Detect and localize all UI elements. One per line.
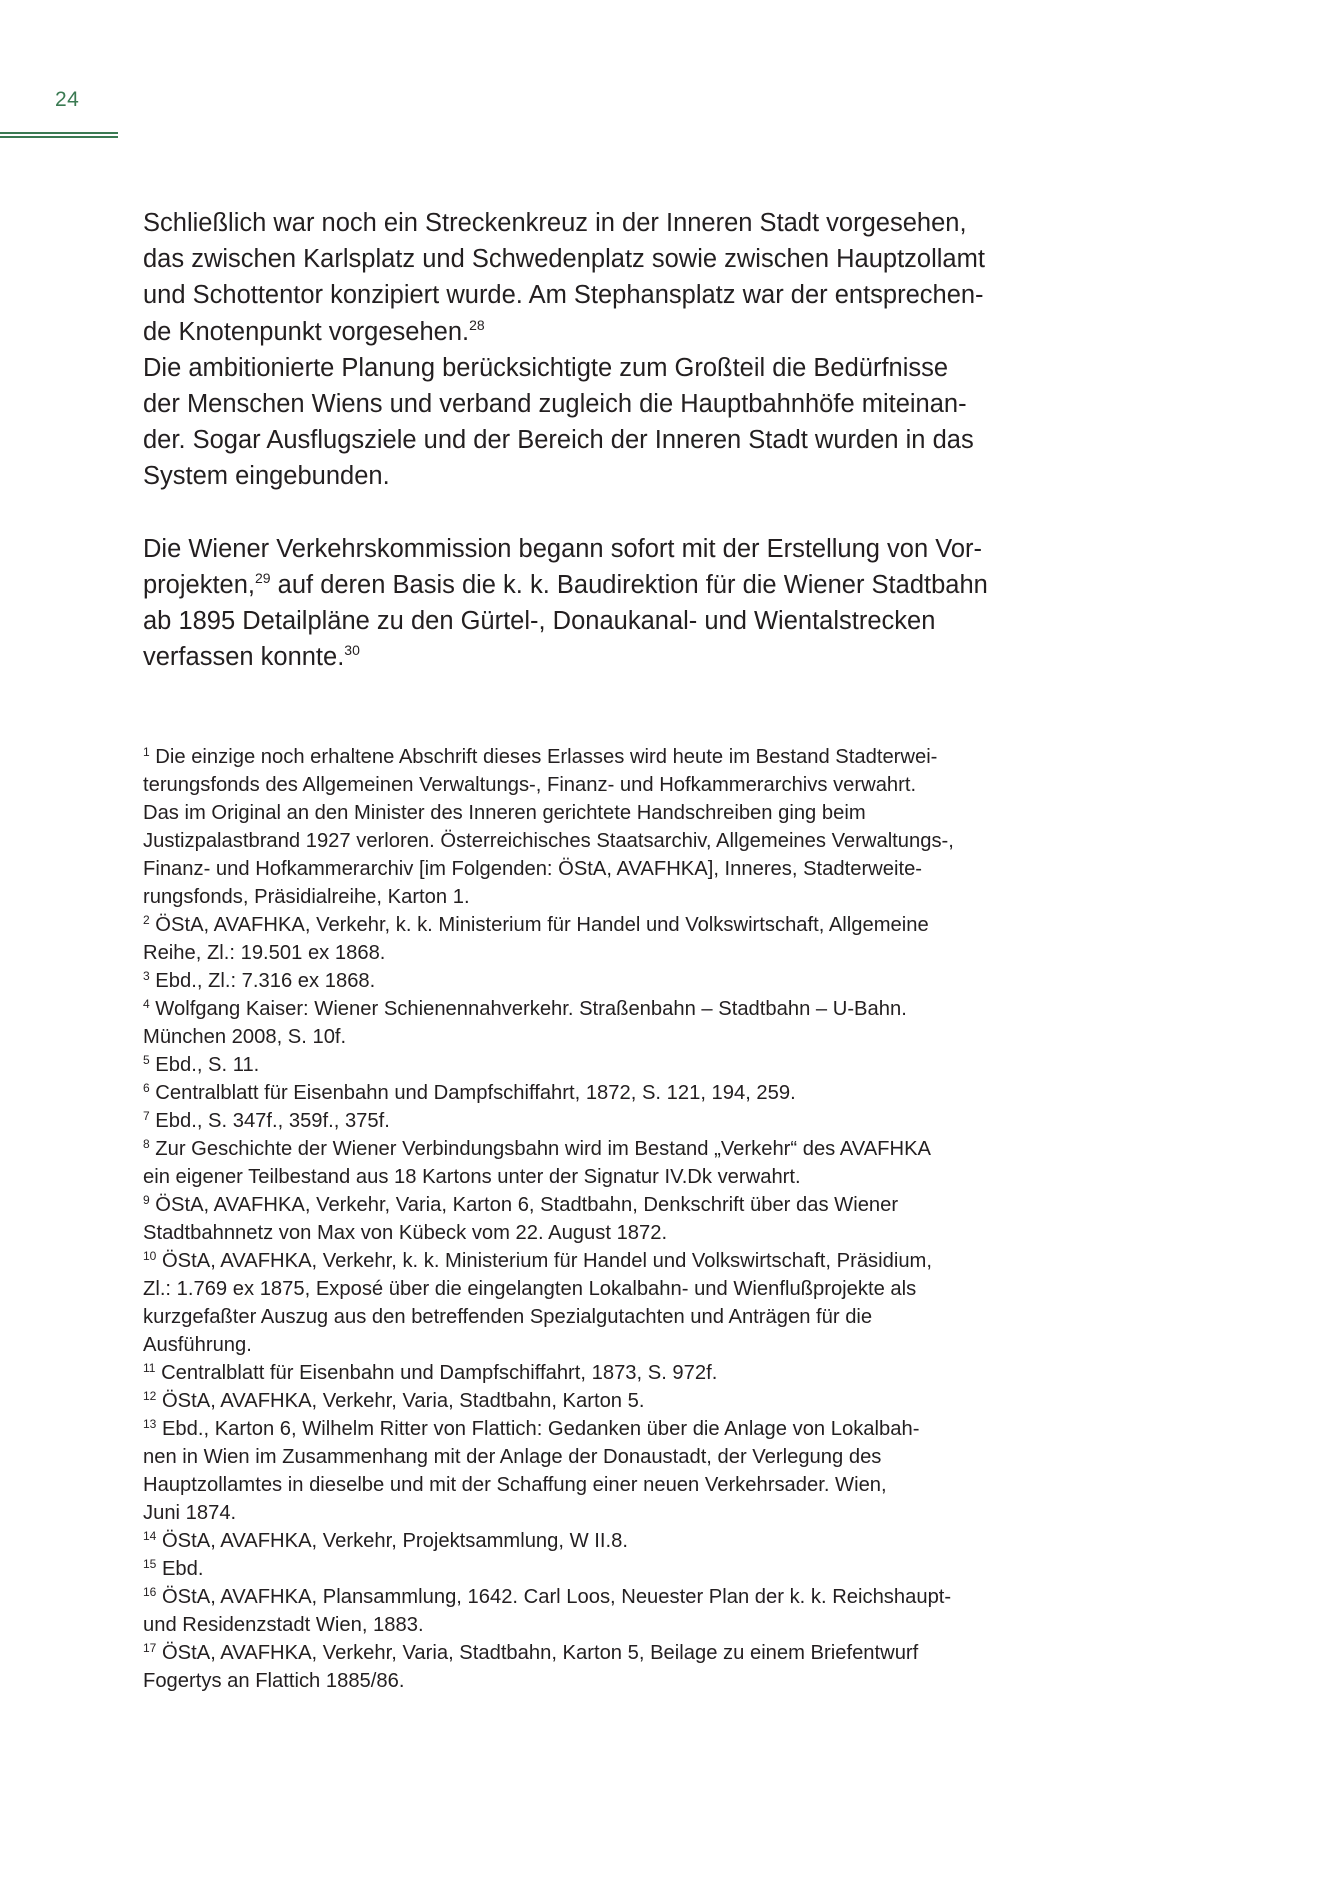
footnote-continuation <box>143 1303 1043 1331</box>
footnote-text: Zl.: 1.769 ex 1875, Exposé über die eingelangten Lokalbahn- und Wienflußprojekte als <box>143 1278 917 1300</box>
footnote-continuation <box>143 855 1043 883</box>
footnote-item <box>143 1247 1043 1275</box>
header-rule-top <box>0 132 118 134</box>
footnote-continuation <box>143 1471 1043 1499</box>
footnote-text: rungsfonds, Präsidialreihe, Karton 1. <box>143 886 470 908</box>
footnote-number: 7 <box>143 1109 150 1123</box>
text-run: projekten, <box>143 571 255 600</box>
footnote-number: 10 <box>143 1249 157 1263</box>
paragraph-line <box>143 422 1043 458</box>
footnote-continuation <box>143 1667 1043 1695</box>
text-run: und Schottentor konzipiert wurde. Am Stephansplatz war der entsprechen- <box>143 281 984 310</box>
footnote-continuation <box>143 939 1043 967</box>
footnote-text: kurzgefaßter Auszug aus den betreffenden Spezialgutachten und Anträgen für die <box>143 1306 873 1328</box>
paragraph-line <box>143 314 1043 350</box>
footnote-text: ÖStA, AVAFHKA, Verkehr, Varia, Stadtbahn, Karton 5. <box>156 1390 645 1412</box>
footnote-continuation <box>143 1219 1043 1247</box>
text-run: auf deren Basis die k. k. Baudirektion für die Wiener Stadtbahn <box>270 571 988 600</box>
footnote-number: 5 <box>143 1053 150 1067</box>
footnote-number: 13 <box>143 1417 157 1431</box>
footnote-number: 6 <box>143 1081 150 1095</box>
text-run: verfassen konnte. <box>143 643 345 672</box>
footnote-continuation <box>143 1499 1043 1527</box>
footnote-continuation <box>143 883 1043 911</box>
footnotes <box>143 743 1043 1695</box>
text-run: ab 1895 Detailpläne zu den Gürtel-, Donaukanal- und Wientalstrecken <box>143 607 936 636</box>
footnote-number: 17 <box>143 1641 157 1655</box>
footnote-continuation <box>143 1163 1043 1191</box>
footnote-ref[interactable]: 30 <box>344 642 360 659</box>
footnote-text: ÖStA, AVAFHKA, Verkehr, Varia, Karton 6, Stadtbahn, Denkschrift über das Wiener <box>149 1194 899 1216</box>
footnote-item <box>143 1555 1043 1583</box>
footnote-ref[interactable]: 29 <box>255 570 271 587</box>
footnote-ref[interactable]: 28 <box>469 316 485 333</box>
footnote-text: München 2008, S. 10f. <box>143 1026 347 1048</box>
footnote-text: Fogertys an Flattich 1885/86. <box>143 1670 405 1692</box>
footnote-number: 14 <box>143 1529 157 1543</box>
footnote-continuation <box>143 1331 1043 1359</box>
text-run: Die Wiener Verkehrskommission begann sofort mit der Erstellung von Vor- <box>143 534 983 563</box>
body-text <box>143 205 1043 676</box>
footnote-text: Ebd., S. 11. <box>149 1054 260 1076</box>
paragraph-gap <box>143 495 1043 531</box>
footnote-text: Reihe, Zl.: 19.501 ex 1868. <box>143 942 386 964</box>
footnote-text: Stadtbahnnetz von Max von Kübeck vom 22. August 1872. <box>143 1222 668 1244</box>
footnote-continuation <box>143 1023 1043 1051</box>
footnote-item <box>143 1583 1043 1611</box>
text-run: System eingebunden. <box>143 462 390 491</box>
footnote-number: 8 <box>143 1137 150 1151</box>
paragraph-line <box>143 567 1043 603</box>
footnote-text: und Residenzstadt Wien, 1883. <box>143 1614 424 1636</box>
footnote-item <box>143 1387 1043 1415</box>
paragraph-line <box>143 277 1043 313</box>
footnote-text: ÖStA, AVAFHKA, Verkehr, k. k. Ministerium für Handel und Volkswirtschaft, Präsidium, <box>156 1250 932 1272</box>
text-run: der Menschen Wiens und verband zugleich die Hauptbahnhöfe miteinan- <box>143 390 967 419</box>
header-rule-bottom <box>0 136 118 138</box>
footnote-text: Justizpalastbrand 1927 verloren. Österreichisches Staatsarchiv, Allgemeines Verwaltungs-, <box>143 830 954 852</box>
footnote-item <box>143 1639 1043 1667</box>
footnote-item <box>143 967 1043 995</box>
footnote-text: ÖStA, AVAFHKA, Verkehr, k. k. Ministerium für Handel und Volkswirtschaft, Allgemeine <box>149 914 929 936</box>
footnote-number: 3 <box>143 969 150 983</box>
footnote-item <box>143 1107 1043 1135</box>
paragraph-line <box>143 639 1043 675</box>
text-run: das zwischen Karlsplatz und Schwedenplatz sowie zwischen Hauptzollamt <box>143 245 985 274</box>
footnote-continuation <box>143 799 1043 827</box>
footnote-continuation <box>143 1275 1043 1303</box>
footnote-continuation <box>143 827 1043 855</box>
paragraph-1 <box>143 205 1043 495</box>
footnote-text: Centralblatt für Eisenbahn und Dampfschiffahrt, 1872, S. 121, 194, 259. <box>149 1082 796 1104</box>
footnote-number: 15 <box>143 1557 157 1571</box>
footnote-text: Wolfgang Kaiser: Wiener Schienennahverkehr. Straßenbahn – Stadtbahn – U-Bahn. <box>149 998 907 1020</box>
footnote-item <box>143 995 1043 1023</box>
footnote-item <box>143 1135 1043 1163</box>
footnote-item <box>143 911 1043 939</box>
text-run: Schließlich war noch ein Streckenkreuz in der Inneren Stadt vorgesehen, <box>143 209 967 237</box>
footnote-text: Ebd., Karton 6, Wilhelm Ritter von Flattich: Gedanken über die Anlage von Lokalbah- <box>156 1418 920 1440</box>
footnote-text: ÖStA, AVAFHKA, Verkehr, Varia, Stadtbahn, Karton 5, Beilage zu einem Briefentwurf <box>156 1642 919 1664</box>
footnote-text: Hauptzollamtes in dieselbe und mit der Schaffung einer neuen Verkehrsader. Wien, <box>143 1474 887 1496</box>
footnote-text: Ausführung. <box>143 1334 252 1356</box>
footnote-text: Centralblatt für Eisenbahn und Dampfschiffahrt, 1873, S. 972f. <box>155 1362 718 1384</box>
footnote-text: ÖStA, AVAFHKA, Verkehr, Projektsammlung, W II.8. <box>156 1530 628 1552</box>
footnote-item <box>143 1527 1043 1555</box>
footnote-text: ein eigener Teilbestand aus 18 Kartons unter der Signatur IV.Dk verwahrt. <box>143 1166 801 1188</box>
page-number: 24 <box>55 88 80 111</box>
footnote-text: Zur Geschichte der Wiener Verbindungsbahn wird im Bestand „Verkehr“ des AVAFHKA <box>149 1138 932 1160</box>
paragraph-line <box>143 603 1043 639</box>
footnote-item <box>143 1079 1043 1107</box>
footnote-item <box>143 1359 1043 1387</box>
text-run: Die ambitionierte Planung berücksichtigte zum Großteil die Bedürfnisse <box>143 353 949 382</box>
paragraph-line <box>143 241 1043 277</box>
paragraph-line <box>143 205 1043 241</box>
footnote-text: Juni 1874. <box>143 1502 237 1524</box>
footnote-continuation <box>143 1443 1043 1471</box>
footnote-item <box>143 743 1043 771</box>
footnote-text: Das im Original an den Minister des Inneren gerichtete Handschreiben ging beim <box>143 802 866 824</box>
paragraph-line <box>143 531 1043 567</box>
footnote-text: Die einzige noch erhaltene Abschrift dieses Erlasses wird heute im Bestand Stadterwei- <box>149 746 938 768</box>
footnote-continuation <box>143 1611 1043 1639</box>
footnote-item <box>143 1191 1043 1219</box>
footnote-text: Ebd. <box>156 1558 204 1580</box>
footnote-number: 11 <box>143 1361 156 1375</box>
paragraph-line <box>143 386 1043 422</box>
footnote-text: terungsfonds des Allgemeinen Verwaltungs-, Finanz- und Hofkammerarchivs verwahrt. <box>143 774 917 796</box>
paragraph-line <box>143 350 1043 386</box>
footnote-text: nen in Wien im Zusammenhang mit der Anlage der Donaustadt, der Verlegung des <box>143 1446 882 1468</box>
footnote-number: 4 <box>143 997 150 1011</box>
footnote-text: Ebd., Zl.: 7.316 ex 1868. <box>149 970 376 992</box>
text-run: der. Sogar Ausflugsziele und der Bereich der Inneren Stadt wurden in das <box>143 426 974 455</box>
footnote-number: 9 <box>143 1193 150 1207</box>
footnote-item <box>143 1415 1043 1443</box>
paragraph-line <box>143 458 1043 494</box>
footnote-text: Ebd., S. 347f., 359f., 375f. <box>149 1110 390 1132</box>
footnote-text: Finanz- und Hofkammerarchiv [im Folgenden: ÖStA, AVAFHKA], Inneres, Stadterweite- <box>143 858 923 880</box>
footnote-number: 16 <box>143 1585 157 1599</box>
footnote-item <box>143 1051 1043 1079</box>
footnote-continuation <box>143 771 1043 799</box>
footnote-number: 12 <box>143 1389 157 1403</box>
footnote-text: ÖStA, AVAFHKA, Plansammlung, 1642. Carl Loos, Neuester Plan der k. k. Reichshaupt- <box>156 1586 952 1608</box>
paragraph-2 <box>143 531 1043 676</box>
text-run: de Knotenpunkt vorgesehen. <box>143 317 470 346</box>
footnote-number: 2 <box>143 913 150 927</box>
footnote-number: 1 <box>143 745 150 759</box>
